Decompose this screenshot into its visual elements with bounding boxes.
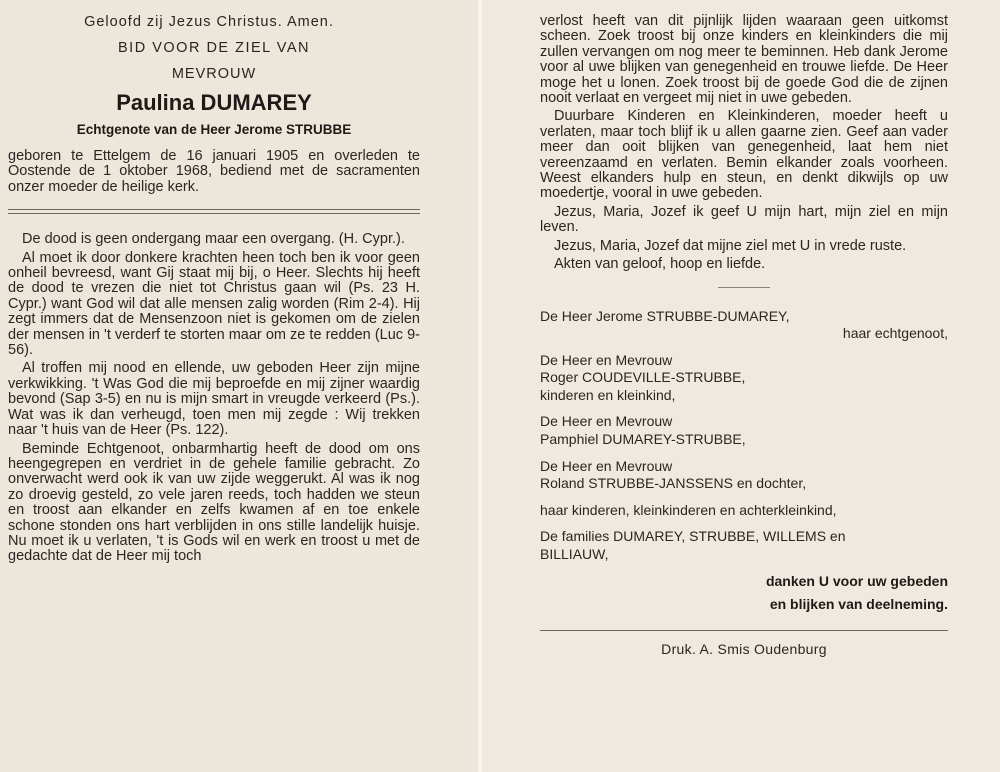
paragraph: Beminde Echtgenoot, onbarmhartig heeft de dood om ons heengegrepen en verdriet in de gehele familie gebracht. Zo onverwacht werd ook ik van uw zijde weggerukt. Al was ik nog zo droevig gesteld, zo vele jaren reeds, toch hadden we steun en troost aan elkander en zelfs kwamen af en toe enkele schone stonden ons hart verblijden in ons stille landelijk huisje. Nu moet ik u verlaten, 't is Gods wil en werk en troost u met de gedachte dat de Heer mij toch: [8, 440, 420, 565]
printer-credit: Druk. A. Smis Oudenburg: [661, 640, 827, 657]
descendants-line: haar kinderen, kleinkinderen en achterkleinkind,: [540, 501, 837, 518]
husband-role: haar echtgenoot,: [842, 325, 948, 342]
couple-title: De Heer en Mevrouw: [540, 413, 673, 430]
title-mevrouw: MEVROUW: [171, 66, 257, 82]
paragraph: Duurbare Kinderen en Kleinkinderen, moeder heeft u verlaten, maar toch blijf ik u allen gaarne zien. Geef aan vader meer dan ooit blijken van genegenheid, laat hem niet vereenzaamd en verlaten. Bemin elkander zoals voorheen. Weest elkanders hulp en steun, en denkt dikwijls op uw moedertje, vooral in uwe gebeden.: [540, 108, 948, 202]
paragraph: Jezus, Maria, Jozef dat mijne ziel met U in vrede ruste.: [554, 237, 907, 254]
biography: geboren te Ettelgem de 16 januari 1905 en overleden te Oostende de 1 oktober 1968, bediend met de sacramenten onzer moeder de heilige kerk.: [8, 148, 420, 195]
deceased-name: Paulina DUMAREY: [116, 90, 312, 115]
prayer-request: BID VOOR DE ZIEL VAN: [118, 40, 310, 56]
couple-name: Roger COUDEVILLE-STRUBBE,: [540, 369, 746, 386]
paragraph: Al moet ik door donkere krachten heen toch ben ik voor geen onheil bevreesd, want Gij staat mij bij, o Heer. Slechts hij heeft de dood te vrezen die niet tot Christus gaan wil (Ps. 23 H. Cypr.) want God wil dat alle mensen zalig worden (Rim 2-4). Hij zegt immers dat de Mensenzoon niet is gekomen om de zielen der mensen in 't verderf te storten maar om ze te redden (Luc 9-56).: [8, 249, 420, 359]
paragraph: verlost heeft van dit pijnlijk lijden waaraan geen uitkomst scheen. Zoek troost bij onze kinders en kleinkinders die mij zullen vervangen om nog meer te beminnen. Heb dank Jerome voor al uwe blijken van genegenheid en trouwe liefde. De Heer moge het u lonen. Zoek troost bij de goede God die de zijnen nooit verlaat en vergeet mij niet in uwe gebeden.: [540, 13, 948, 107]
husband-name: De Heer Jerome STRUBBE-DUMAREY,: [540, 307, 790, 324]
thanks-line: en blijken van deelneming.: [769, 595, 948, 612]
paragraph: Jezus, Maria, Jozef ik geef U mijn hart, mijn ziel en mijn leven.: [540, 203, 948, 236]
families-line: BILLIAUW,: [540, 546, 609, 563]
families-line: De families DUMAREY, STRUBBE, WILLEMS en: [540, 528, 846, 545]
paragraph: Akten van geloof, hoop en liefde.: [554, 256, 766, 273]
spouse-line: Echtgenote van de Heer Jerome STRUBBE: [76, 122, 352, 137]
double-divider: [8, 209, 420, 214]
couple-title: De Heer en Mevrouw: [540, 457, 673, 474]
paragraph: Al troffen mij nood en ellende, uw geboden Heer zijn mijne verkwikking. 't Was God die mij beproefde en mij zijner waardig bevond (Sap 3-5) en nu is mijn smart in vreugde verkeerd (Ps.). Wat was ik dan verheugd, toen men mij zegde : Wij trekken naar 't huis van de Heer (Ps. 122).: [8, 360, 420, 439]
short-divider: [718, 287, 770, 288]
invocation: Geloofd zij Jezus Christus. Amen.: [84, 14, 334, 30]
bottom-divider: [540, 630, 948, 631]
couple-role: kinderen en kleinkind,: [540, 386, 676, 403]
family-list: [540, 308, 948, 564]
paragraph: De dood is geen ondergang maar een overgang. (H. Cypr.).: [22, 231, 405, 248]
thanks-block: [540, 570, 948, 616]
thanks-line: danken U voor uw gebeden: [765, 572, 948, 589]
couple-title: De Heer en Mevrouw: [540, 351, 673, 368]
couple-name: Pamphiel DUMAREY-STRUBBE,: [540, 431, 746, 448]
left-page: [0, 0, 478, 772]
couple-name: Roland STRUBBE-JANSSENS en dochter,: [540, 475, 807, 492]
right-page: [482, 0, 1000, 772]
